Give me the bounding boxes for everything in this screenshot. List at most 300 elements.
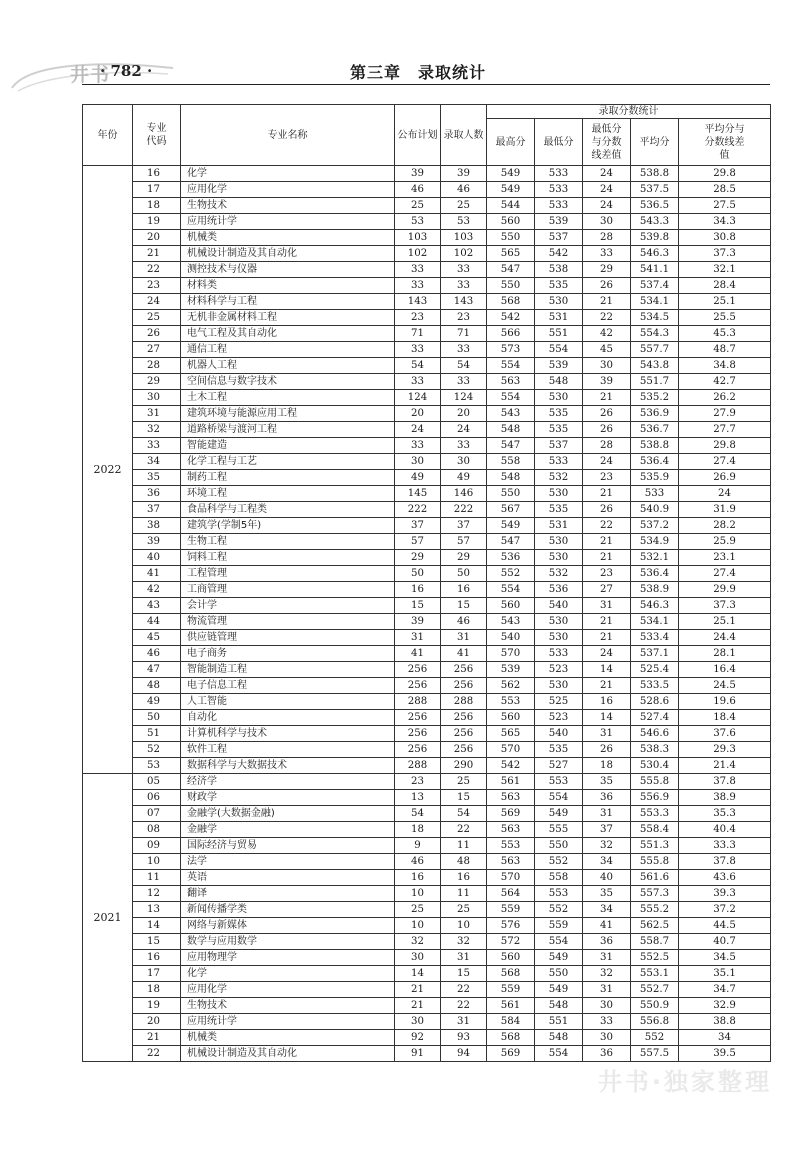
min-cell: 549 [535, 806, 583, 822]
min-cell: 537 [535, 230, 583, 246]
admitted-cell: 256 [441, 662, 487, 678]
table-row [83, 310, 771, 326]
major-cell: 测控技术与仪器 [181, 262, 395, 278]
min-diff-cell: 26 [583, 742, 631, 758]
avg-diff-cell: 30.8 [679, 230, 771, 246]
min-diff-cell: 14 [583, 710, 631, 726]
max-cell: 569 [487, 1046, 535, 1062]
avg-diff-cell: 19.6 [679, 694, 771, 710]
plan-cell: 33 [395, 374, 441, 390]
admitted-cell: 25 [441, 774, 487, 790]
min-diff-cell: 30 [583, 1030, 631, 1046]
major-cell: 无机非金属材料工程 [181, 310, 395, 326]
major-cell: 食品科学与工程类 [181, 502, 395, 518]
code-cell: 10 [133, 854, 181, 870]
table-row [83, 422, 771, 438]
major-cell: 建筑环境与能源应用工程 [181, 406, 395, 422]
code-cell: 30 [133, 390, 181, 406]
min-diff-cell: 42 [583, 326, 631, 342]
code-cell: 07 [133, 806, 181, 822]
major-cell: 应用物理学 [181, 950, 395, 966]
min-diff-cell: 22 [583, 310, 631, 326]
avg-diff-cell: 34.5 [679, 950, 771, 966]
plan-cell: 15 [395, 598, 441, 614]
major-cell: 生物技术 [181, 998, 395, 1014]
col-major: 专业名称 [181, 105, 395, 166]
avg-diff-cell: 45.3 [679, 326, 771, 342]
code-cell: 26 [133, 326, 181, 342]
avg-cell: 535.2 [631, 390, 679, 406]
min-diff-cell: 31 [583, 726, 631, 742]
admitted-cell: 71 [441, 326, 487, 342]
code-cell: 25 [133, 310, 181, 326]
avg-cell: 546.3 [631, 598, 679, 614]
avg-cell: 536.5 [631, 198, 679, 214]
table-row [83, 950, 771, 966]
max-cell: 554 [487, 358, 535, 374]
major-cell: 智能制造工程 [181, 662, 395, 678]
max-cell: 550 [487, 230, 535, 246]
admitted-cell: 143 [441, 294, 487, 310]
plan-cell: 25 [395, 902, 441, 918]
code-cell: 08 [133, 822, 181, 838]
col-avg: 平均分 [631, 119, 679, 166]
plan-cell: 91 [395, 1046, 441, 1062]
admitted-cell: 31 [441, 950, 487, 966]
code-cell: 21 [133, 246, 181, 262]
admitted-cell: 30 [441, 454, 487, 470]
max-cell: 564 [487, 886, 535, 902]
table-row [83, 390, 771, 406]
code-cell: 27 [133, 342, 181, 358]
table-row [83, 662, 771, 678]
avg-diff-cell: 28.2 [679, 518, 771, 534]
min-diff-cell: 40 [583, 870, 631, 886]
table-row [83, 518, 771, 534]
min-diff-cell: 16 [583, 694, 631, 710]
min-cell: 530 [535, 486, 583, 502]
avg-cell: 556.8 [631, 1014, 679, 1030]
table-row [83, 710, 771, 726]
admitted-cell: 124 [441, 390, 487, 406]
plan-cell: 41 [395, 646, 441, 662]
table-row [83, 246, 771, 262]
col-plan: 公布计划 [395, 105, 441, 166]
table-row [83, 726, 771, 742]
plan-cell: 256 [395, 710, 441, 726]
major-cell: 化学 [181, 966, 395, 982]
table-row [83, 230, 771, 246]
avg-cell: 543.8 [631, 358, 679, 374]
major-cell: 化学工程与工艺 [181, 454, 395, 470]
major-cell: 应用化学 [181, 982, 395, 998]
table-row [83, 806, 771, 822]
max-cell: 561 [487, 774, 535, 790]
plan-cell: 16 [395, 870, 441, 886]
min-cell: 552 [535, 854, 583, 870]
code-cell: 31 [133, 406, 181, 422]
plan-cell: 10 [395, 918, 441, 934]
avg-cell: 553.1 [631, 966, 679, 982]
admitted-cell: 32 [441, 934, 487, 950]
min-cell: 530 [535, 614, 583, 630]
avg-diff-cell: 26.2 [679, 390, 771, 406]
table-row [83, 1030, 771, 1046]
avg-cell: 534.5 [631, 310, 679, 326]
avg-diff-cell: 29.9 [679, 582, 771, 598]
admitted-cell: 15 [441, 598, 487, 614]
avg-cell: 552 [631, 1030, 679, 1046]
major-cell: 生物技术 [181, 198, 395, 214]
admitted-cell: 10 [441, 918, 487, 934]
table-body [83, 166, 771, 1062]
avg-cell: 528.6 [631, 694, 679, 710]
min-cell: 551 [535, 1014, 583, 1030]
plan-cell: 33 [395, 342, 441, 358]
col-score-group: 录取分数统计 [487, 105, 771, 119]
min-cell: 530 [535, 534, 583, 550]
plan-cell: 33 [395, 438, 441, 454]
min-cell: 532 [535, 470, 583, 486]
major-cell: 应用统计学 [181, 214, 395, 230]
plan-cell: 256 [395, 742, 441, 758]
table-row [83, 870, 771, 886]
admitted-cell: 31 [441, 630, 487, 646]
avg-diff-cell: 37.8 [679, 854, 771, 870]
admitted-cell: 22 [441, 998, 487, 1014]
avg-diff-cell: 37.8 [679, 774, 771, 790]
min-diff-cell: 24 [583, 454, 631, 470]
admitted-cell: 20 [441, 406, 487, 422]
min-diff-cell: 21 [583, 678, 631, 694]
plan-cell: 30 [395, 454, 441, 470]
min-diff-cell: 28 [583, 438, 631, 454]
max-cell: 553 [487, 838, 535, 854]
plan-cell: 71 [395, 326, 441, 342]
table-row [83, 550, 771, 566]
avg-cell: 527.4 [631, 710, 679, 726]
max-cell: 548 [487, 470, 535, 486]
avg-cell: 532.1 [631, 550, 679, 566]
min-cell: 540 [535, 726, 583, 742]
avg-diff-cell: 34 [679, 1030, 771, 1046]
col-admitted: 录取人数 [441, 105, 487, 166]
code-cell: 44 [133, 614, 181, 630]
avg-diff-cell: 27.9 [679, 406, 771, 422]
avg-diff-cell: 38.8 [679, 1014, 771, 1030]
code-cell: 15 [133, 934, 181, 950]
max-cell: 560 [487, 950, 535, 966]
plan-cell: 9 [395, 838, 441, 854]
avg-cell: 555.8 [631, 854, 679, 870]
max-cell: 552 [487, 566, 535, 582]
avg-cell: 536.4 [631, 454, 679, 470]
plan-cell: 143 [395, 294, 441, 310]
avg-cell: 557.5 [631, 1046, 679, 1062]
avg-diff-cell: 29.3 [679, 742, 771, 758]
max-cell: 550 [487, 486, 535, 502]
major-cell: 法学 [181, 854, 395, 870]
major-cell: 道路桥梁与渡河工程 [181, 422, 395, 438]
avg-diff-cell: 37.6 [679, 726, 771, 742]
min-cell: 548 [535, 374, 583, 390]
table-row [83, 262, 771, 278]
admitted-cell: 290 [441, 758, 487, 774]
min-diff-cell: 41 [583, 918, 631, 934]
avg-diff-cell: 27.4 [679, 566, 771, 582]
max-cell: 536 [487, 550, 535, 566]
code-cell: 38 [133, 518, 181, 534]
major-cell: 新闻传播学类 [181, 902, 395, 918]
major-cell: 金融学 [181, 822, 395, 838]
col-min: 最低分 [535, 119, 583, 166]
major-cell: 英语 [181, 870, 395, 886]
major-cell: 材料科学与工程 [181, 294, 395, 310]
code-cell: 35 [133, 470, 181, 486]
max-cell: 542 [487, 758, 535, 774]
avg-diff-cell: 38.9 [679, 790, 771, 806]
min-cell: 550 [535, 838, 583, 854]
table-row [83, 566, 771, 582]
major-cell: 电气工程及其自动化 [181, 326, 395, 342]
avg-diff-cell: 33.3 [679, 838, 771, 854]
min-cell: 530 [535, 550, 583, 566]
table-header [83, 105, 771, 166]
min-cell: 550 [535, 966, 583, 982]
avg-cell: 533.5 [631, 678, 679, 694]
avg-diff-cell: 34.8 [679, 358, 771, 374]
avg-diff-cell: 35.3 [679, 806, 771, 822]
major-cell: 机械设计制造及其自动化 [181, 246, 395, 262]
table-row [83, 598, 771, 614]
code-cell: 05 [133, 774, 181, 790]
min-cell: 535 [535, 422, 583, 438]
max-cell: 549 [487, 182, 535, 198]
table-row [83, 742, 771, 758]
table-row [83, 614, 771, 630]
plan-cell: 92 [395, 1030, 441, 1046]
min-diff-cell: 30 [583, 358, 631, 374]
min-cell: 527 [535, 758, 583, 774]
code-cell: 17 [133, 966, 181, 982]
min-diff-cell: 36 [583, 1046, 631, 1062]
plan-cell: 145 [395, 486, 441, 502]
table-row [83, 374, 771, 390]
admitted-cell: 33 [441, 438, 487, 454]
avg-diff-cell: 24 [679, 486, 771, 502]
plan-cell: 39 [395, 614, 441, 630]
avg-cell: 546.3 [631, 246, 679, 262]
table-row [83, 998, 771, 1014]
plan-cell: 288 [395, 694, 441, 710]
major-cell: 制药工程 [181, 470, 395, 486]
avg-cell: 533.4 [631, 630, 679, 646]
plan-cell: 33 [395, 262, 441, 278]
min-cell: 554 [535, 342, 583, 358]
avg-diff-cell: 42.7 [679, 374, 771, 390]
max-cell: 544 [487, 198, 535, 214]
code-cell: 37 [133, 502, 181, 518]
max-cell: 543 [487, 614, 535, 630]
table-row [83, 678, 771, 694]
min-diff-cell: 18 [583, 758, 631, 774]
min-cell: 535 [535, 406, 583, 422]
min-cell: 530 [535, 678, 583, 694]
avg-cell: 554.3 [631, 326, 679, 342]
plan-cell: 23 [395, 774, 441, 790]
avg-diff-cell: 37.3 [679, 246, 771, 262]
plan-cell: 30 [395, 950, 441, 966]
avg-cell: 552.5 [631, 950, 679, 966]
min-cell: 554 [535, 1046, 583, 1062]
table-row [83, 582, 771, 598]
max-cell: 560 [487, 598, 535, 614]
max-cell: 568 [487, 966, 535, 982]
avg-cell: 561.6 [631, 870, 679, 886]
major-cell: 生物工程 [181, 534, 395, 550]
avg-diff-cell: 16.4 [679, 662, 771, 678]
avg-diff-cell: 34.7 [679, 982, 771, 998]
major-cell: 会计学 [181, 598, 395, 614]
avg-diff-cell: 29.8 [679, 438, 771, 454]
avg-cell: 538.8 [631, 438, 679, 454]
max-cell: 549 [487, 518, 535, 534]
avg-cell: 541.1 [631, 262, 679, 278]
table-row [83, 278, 771, 294]
admitted-cell: 54 [441, 358, 487, 374]
admitted-cell: 54 [441, 806, 487, 822]
avg-cell: 540.9 [631, 502, 679, 518]
min-diff-cell: 21 [583, 550, 631, 566]
table-row [83, 470, 771, 486]
table-row [83, 166, 771, 182]
max-cell: 568 [487, 294, 535, 310]
min-cell: 535 [535, 278, 583, 294]
plan-cell: 124 [395, 390, 441, 406]
code-cell: 16 [133, 950, 181, 966]
max-cell: 547 [487, 262, 535, 278]
min-diff-cell: 21 [583, 486, 631, 502]
min-cell: 523 [535, 710, 583, 726]
admitted-cell: 23 [441, 310, 487, 326]
major-cell: 金融学(大数据金融) [181, 806, 395, 822]
max-cell: 554 [487, 582, 535, 598]
code-cell: 42 [133, 582, 181, 598]
plan-cell: 24 [395, 422, 441, 438]
major-cell: 建筑学(学制5年) [181, 518, 395, 534]
min-diff-cell: 29 [583, 262, 631, 278]
max-cell: 565 [487, 726, 535, 742]
admitted-cell: 93 [441, 1030, 487, 1046]
max-cell: 573 [487, 342, 535, 358]
admitted-cell: 288 [441, 694, 487, 710]
avg-diff-cell: 25.5 [679, 310, 771, 326]
min-diff-cell: 21 [583, 630, 631, 646]
admitted-cell: 46 [441, 182, 487, 198]
min-diff-cell: 35 [583, 774, 631, 790]
code-cell: 06 [133, 790, 181, 806]
table-row [83, 502, 771, 518]
major-cell: 土木工程 [181, 390, 395, 406]
avg-diff-cell: 44.5 [679, 918, 771, 934]
admitted-cell: 16 [441, 582, 487, 598]
plan-cell: 29 [395, 550, 441, 566]
min-diff-cell: 36 [583, 934, 631, 950]
major-cell: 电子信息工程 [181, 678, 395, 694]
min-cell: 536 [535, 582, 583, 598]
plan-cell: 25 [395, 198, 441, 214]
major-cell: 财政学 [181, 790, 395, 806]
avg-cell: 552.7 [631, 982, 679, 998]
avg-cell: 557.7 [631, 342, 679, 358]
plan-cell: 10 [395, 886, 441, 902]
avg-cell: 543.3 [631, 214, 679, 230]
table-row [83, 966, 771, 982]
plan-cell: 21 [395, 982, 441, 998]
admitted-cell: 25 [441, 198, 487, 214]
min-cell: 539 [535, 214, 583, 230]
code-cell: 50 [133, 710, 181, 726]
max-cell: 568 [487, 1030, 535, 1046]
max-cell: 567 [487, 502, 535, 518]
col-year: 年份 [83, 105, 133, 166]
min-diff-cell: 28 [583, 230, 631, 246]
admitted-cell: 256 [441, 726, 487, 742]
max-cell: 550 [487, 278, 535, 294]
plan-cell: 256 [395, 662, 441, 678]
min-cell: 538 [535, 262, 583, 278]
plan-cell: 102 [395, 246, 441, 262]
min-diff-cell: 31 [583, 598, 631, 614]
max-cell: 559 [487, 982, 535, 998]
code-cell: 43 [133, 598, 181, 614]
min-diff-cell: 30 [583, 214, 631, 230]
code-cell: 22 [133, 1046, 181, 1062]
table-row [83, 214, 771, 230]
plan-cell: 54 [395, 358, 441, 374]
max-cell: 570 [487, 742, 535, 758]
table-row [83, 982, 771, 998]
code-cell: 45 [133, 630, 181, 646]
min-cell: 530 [535, 294, 583, 310]
code-cell: 33 [133, 438, 181, 454]
code-cell: 49 [133, 694, 181, 710]
code-cell: 39 [133, 534, 181, 550]
major-cell: 工商管理 [181, 582, 395, 598]
table-row [83, 182, 771, 198]
table-row [83, 1014, 771, 1030]
min-diff-cell: 45 [583, 342, 631, 358]
min-diff-cell: 32 [583, 966, 631, 982]
min-diff-cell: 24 [583, 182, 631, 198]
plan-cell: 288 [395, 758, 441, 774]
table-row [83, 886, 771, 902]
col-max: 最高分 [487, 119, 535, 166]
code-cell: 52 [133, 742, 181, 758]
admitted-cell: 33 [441, 262, 487, 278]
table-row [83, 486, 771, 502]
major-cell: 经济学 [181, 774, 395, 790]
code-cell: 22 [133, 262, 181, 278]
code-cell: 40 [133, 550, 181, 566]
code-cell: 18 [133, 982, 181, 998]
table-row [83, 294, 771, 310]
code-cell: 34 [133, 454, 181, 470]
admitted-cell: 33 [441, 374, 487, 390]
avg-cell: 534.1 [631, 614, 679, 630]
max-cell: 558 [487, 454, 535, 470]
code-cell: 21 [133, 1030, 181, 1046]
